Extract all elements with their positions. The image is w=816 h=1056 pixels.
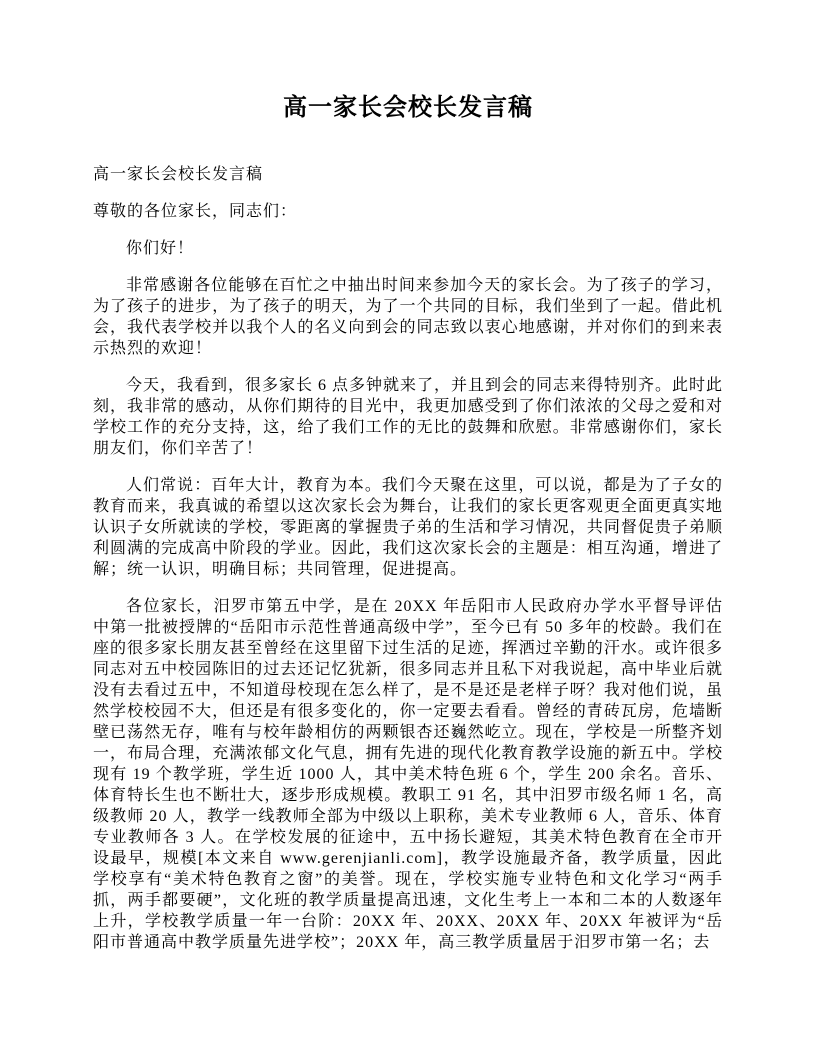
paragraph-meeting-theme: 人们常说：百年大计，教育为本。我们今天聚在这里，可以说，都是为了子女的教育而来，我真诚的希望以这次家长会为舞台，让我们的家长更客观更全面更真实地认识子女所就读的学校，零距离的掌握贵子弟的生活和学习情况，共同督促贵子弟顺利圆满的完成高中阶段的学业。因此，我们这次家长会的主题是：相互沟通，增进了解；统一认识，明确目标；共同管理，促进提高。: [93, 477, 723, 578]
paragraph-title-line: 高一家长会校长发言稿: [93, 166, 264, 183]
page-title: 高一家长会校长发言稿: [283, 95, 533, 121]
paragraph-thanks: 非常感谢各位能够在百忙之中抽出时间来参加今天的家长会。为了孩子的学习，为了孩子的进步，为了孩子的明天，为了一个共同的目标，我们坐到了一起。借此机会，我代表学校并以我个人的名义向到会的同志致以衷心地感谢，并对你们的到来表示热烈的欢迎！: [93, 277, 723, 357]
paragraph-school-introduction: 各位家长，汨罗市第五中学，是在 20XX 年岳阳市人民政府办学水平督导评估中第一批被授牌的“岳阳市示范性普通高级中学”，至今已有 50 多年的校龄。我们在座的很多家长朋友甚至曾经在这里留下过生活的足迹，挥洒过辛勤的汗水。或许很多同志对五中校园陈旧的过去还记忆犹新，很多同志并且私下对我说起，高中毕业后就没有去看过五中，不知道母校现在怎么样了，是不是还是老样子呀？我对他们说，虽然学校校园不大，但还是有很多变化的，你一定要去看看。曾经的青砖瓦房，危墙断壁已荡然无存，唯有与校年龄相仿的两颗银杏还巍然屹立。现在，学校是一所整齐划一，布局合理，充满浓郁文化气息，拥有先进的现代化教育教学设施的新五中。学校现有 19 个教学班，学生近 1000 人，其中美术特色班 6 个，学生 200 余名。音乐、体育特长生也不断壮大，逐步形成规模。教职工 91 名，其中汨罗市级名师 1 名，高级教师 20 人，教学一线教师全部为中级以上职称，美术专业教师 6 人，音乐、体育专业教师各 3 人。在学校发展的征途中，五中扬长避短，其美术特色教育在全市开设最早，规模[本文来自 www.gerenjianli.com]，教学设施最齐备，教学质量，因此学校享有“美术特色教育之窗”的美誉。现在，学校实施专业特色和文化学习“两手抓，两手都要硬”，文化班的教学质量提高迅速，文化生考上一本和二本的人数逐年上升，学校教学质量一年一台阶：20XX 年、20XX、20XX 年、20XX 年被评为“岳阳市普通高中教学质量先进学校”；20XX 年，高三教学质量居于汨罗市第一名；去: [93, 598, 723, 951]
paragraph-today-moved: 今天，我看到，很多家长 6 点多钟就来了，并且到会的同志来得特别齐。此时此刻，我非常的感动，从你们期待的目光中，我更加感受到了你们浓浓的父母之爱和对学校工作的充分支持，这，给了我们工作的无比的鼓舞和欣慰。非常感谢你们，家长朋友们，你们辛苦了！: [93, 377, 724, 457]
paragraph-salutation: 尊敬的各位家长，同志们：: [93, 203, 298, 220]
paragraph-greeting: 你们好！: [126, 240, 195, 257]
